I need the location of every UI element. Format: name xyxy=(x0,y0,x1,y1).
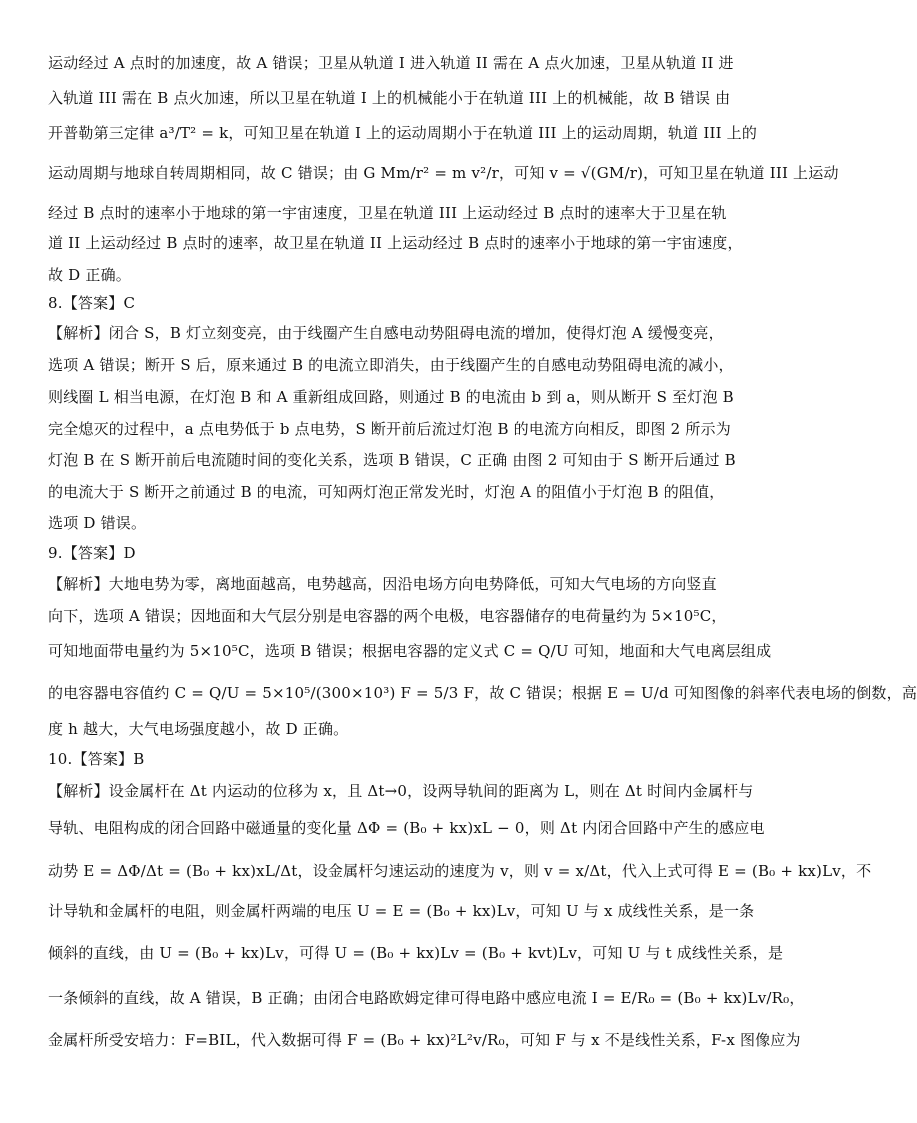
text-line: 可知地面带电量约为 5×10⁵C，选项 B 错误；根据电容器的定义式 C = Q/U 可知，地面和大气电离层组成 xyxy=(48,642,772,660)
text-line: 倾斜的直线，由 U = (B₀ + kx)Lv，可得 U = (B₀ + kx)Lv = (B₀ + kvt)Lv，可知 U 与 t 成线性关系，是 xyxy=(48,944,784,962)
text-line: 道 II 上运动经过 B 点时的速率，故卫星在轨道 II 上运动经过 B 点时的速率小于地球的第一宇宙速度， xyxy=(48,234,743,252)
text-line: 入轨道 III 需在 B 点火加速，所以卫星在轨道 I 上的机械能小于在轨道 III 上的机械能，故 B 错误 由 xyxy=(48,89,731,107)
text-line: 金属杆所受安培力：F=BIL，代入数据可得 F = (B₀ + kx)²L²v/R₀，可知 F 与 x 不是线性关系，F-x 图像应为 xyxy=(48,1031,801,1049)
text-line: 运动经过 A 点时的加速度，故 A 错误；卫星从轨道 I 进入轨道 II 需在 A 点火加速，卫星从轨道 II 进 xyxy=(48,54,734,72)
text-line: 计导轨和金属杆的电阻，则金属杆两端的电压 U = E = (B₀ + kx)Lv，可知 U 与 x 成线性关系，是一条 xyxy=(48,902,755,920)
text-line: 运动周期与地球自转周期相同，故 C 错误；由 G Mm/r² = m v²/r，可知 v = √(GM/r)，可知卫星在轨道 III 上运动 xyxy=(48,164,839,182)
text-line: 【解析】设金属杆在 Δt 内运动的位移为 x，且 Δt→0，设两导轨间的距离为 L，则在 Δt 时间内金属杆与 xyxy=(48,782,754,800)
answer-heading: 9.【答案】D xyxy=(48,544,136,562)
text-line: 向下，选项 A 错误；因地面和大气层分别是电容器的两个电极，电容器储存的电荷量约为 5×10⁵C， xyxy=(48,607,727,625)
text-line: 导轨、电阻构成的闭合回路中磁通量的变化量 ΔΦ = (B₀ + kx)xL − 0，则 Δt 内闭合回路中产生的感应电 xyxy=(48,819,765,837)
text-line: 选项 D 错误。 xyxy=(48,514,147,532)
text-line: 的电容器电容值约 C = Q/U = 5×10⁵/(300×10³) F = 5/3 F，故 C 错误；根据 E = U/d 可知图像的斜率代表电场的倒数，高 xyxy=(48,684,917,702)
text-line: 开普勒第三定律 a³/T² = k，可知卫星在轨道 I 上的运动周期小于在轨道 III 上的运动周期，轨道 III 上的 xyxy=(48,124,758,142)
text-line: 灯泡 B 在 S 断开前后电流随时间的变化关系，选项 B 错误，C 正确 由图 2 可知由于 S 断开后通过 B xyxy=(48,451,736,469)
text-line: 故 D 正确。 xyxy=(48,266,131,284)
text-line: 【解析】大地电势为零，离地面越高，电势越高，因沿电场方向电势降低，可知大气电场的方向竖直 xyxy=(48,575,717,593)
answer-heading: 10.【答案】B xyxy=(48,750,145,768)
text-line: 则线圈 L 相当电源，在灯泡 B 和 A 重新组成回路，则通过 B 的电流由 b 到 a，则从断开 S 至灯泡 B xyxy=(48,388,734,406)
text-line: 度 h 越大，大气电场强度越小，故 D 正确。 xyxy=(48,720,349,738)
text-line: 一条倾斜的直线，故 A 错误，B 正确；由闭合电路欧姆定律可得电路中感应电流 I = E/R₀ = (B₀ + kx)Lv/R₀， xyxy=(48,989,805,1007)
answer-heading: 8.【答案】C xyxy=(48,294,136,312)
text-line: 动势 E = ΔΦ/Δt = (B₀ + kx)xL/Δt，设金属杆匀速运动的速度为 v，则 v = x/Δt，代入上式可得 E = (B₀ + kx)Lv，不 xyxy=(48,862,872,880)
text-line: 完全熄灭的过程中，a 点电势低于 b 点电势，S 断开前后流过灯泡 B 的电流方向相反，即图 2 所示为 xyxy=(48,420,731,438)
text-line: 经过 B 点时的速率小于地球的第一宇宙速度，卫星在轨道 III 上运动经过 B 点时的速率大于卫星在轨 xyxy=(48,204,727,222)
text-line: 的电流大于 S 断开之前通过 B 的电流，可知两灯泡正常发光时，灯泡 A 的阻值小于灯泡 B 的阻值， xyxy=(48,483,725,501)
text-line: 选项 A 错误；断开 S 后，原来通过 B 的电流立即消失，由于线圈产生的自感电动势阻碍电流的减小， xyxy=(48,356,734,374)
text-line: 【解析】闭合 S，B 灯立刻变亮，由于线圈产生自感电动势阻碍电流的增加，使得灯泡 A 缓慢变亮， xyxy=(48,324,724,342)
